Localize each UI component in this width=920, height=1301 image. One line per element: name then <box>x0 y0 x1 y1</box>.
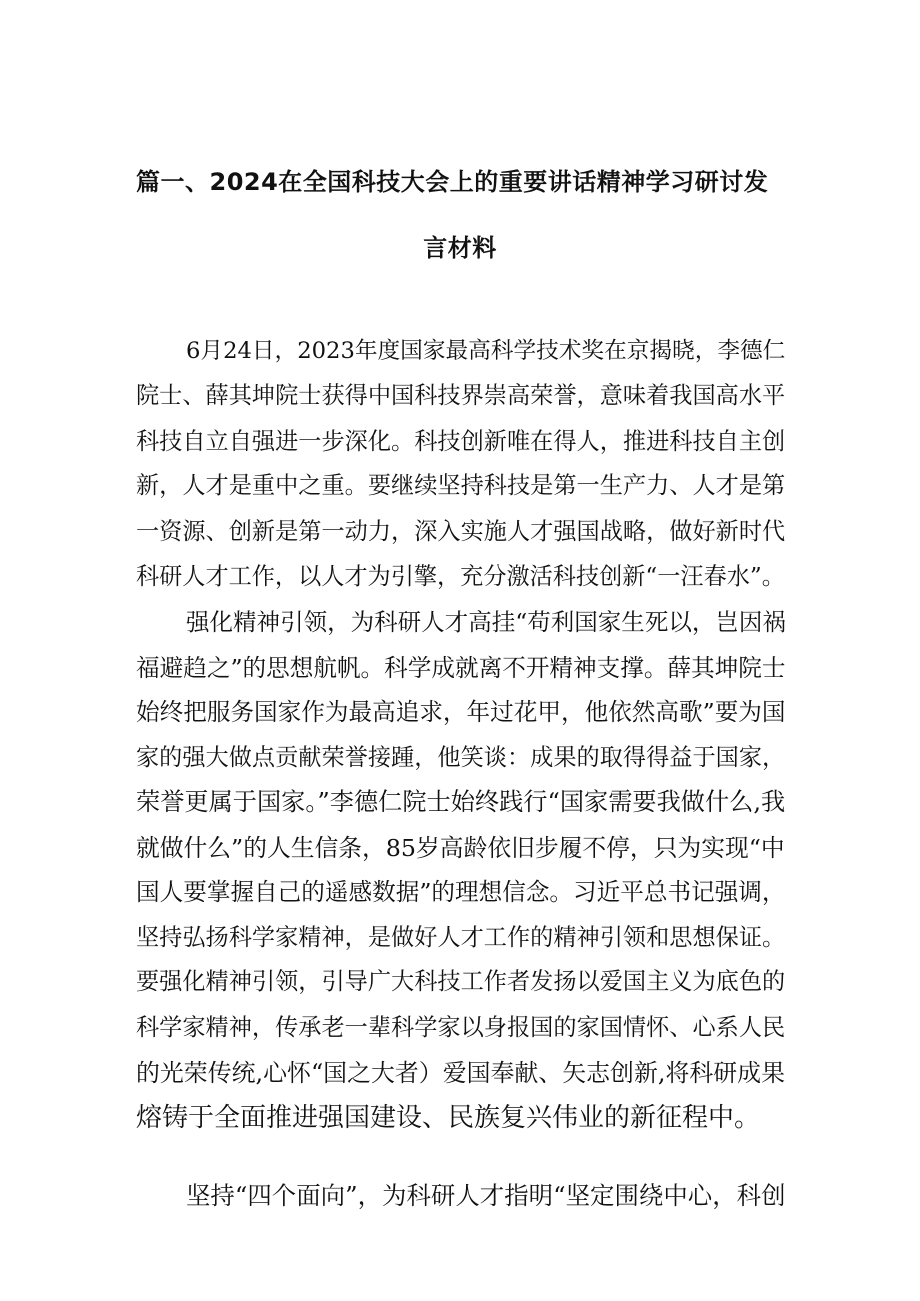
paragraph-1-line-1: 6月24日，2023年度国家最高科学技术奖在京揭晓，李德仁 <box>186 338 786 364</box>
paragraph-2-line-2: 福避趋之”的思想航帆。科学成就离不开精神支撑。薛其坤院士 <box>136 654 786 682</box>
document-title-line-1: 篇一、2024在全国科技大会上的重要讲话精神学习研讨发 <box>136 168 769 196</box>
document-title-line-2: 言材料 <box>423 234 497 262</box>
paragraph-2-line-12: 熔铸于全面推进强国建设、民族复兴伟业的新征程中。 <box>136 1103 761 1133</box>
paragraph-2-line-7: 国人要掌握自己的遥感数据”的理想信念。习近平总书记强调， <box>136 878 786 906</box>
paragraph-1-line-2: 院士、薛其坤院士获得中国科技界崇高荣誉，意味着我国高水平 <box>136 382 786 409</box>
paragraph-3-line-1: 坚持“四个面向”，为科研人才指明“坚定围绕中心，科创 <box>186 1181 786 1210</box>
paragraph-1-line-3: 科技自立自强进一步深化。科技创新唯在得人，推进科技自主创 <box>136 428 786 455</box>
paragraph-2-line-8: 坚持弘扬科学家精神，是做好人才工作的精神引领和思想保证。 <box>136 924 786 951</box>
paragraph-2-line-4: 家的强大做点贡献荣誉接踵，他笑谈：成果的取得得益于国家， <box>136 744 786 771</box>
paragraph-2-line-3: 始终把服务国家作为最高追求，年过花甲，他依然高歌”要为国 <box>136 698 786 726</box>
paragraph-2-line-5: 荣誉更属于国家。”李德仁院士始终践行“国家需要我做什么,我 <box>136 788 786 816</box>
paragraph-1-line-5: 一资源、创新是第一动力，深入实施人才强国战略，做好新时代 <box>136 518 786 545</box>
paragraph-2-line-10: 科学家精神，传承老一辈科学家以身报国的家国情怀、心系人民 <box>136 1014 786 1041</box>
paragraph-2-line-6: 就做什么”的人生信条，85岁高龄依旧步履不停，只为实现“中 <box>136 834 785 862</box>
paragraph-1-line-6: 科研人才工作，以人才为引擎，充分激活科技创新“一汪春水”。 <box>136 564 785 590</box>
paragraph-2-line-1: 强化精神引领，为科研人才高挂“苟利国家生死以，岂因祸 <box>186 608 786 636</box>
paragraph-2-line-11: 的光荣传统,心怀“国之大者）爱国奉献、矢志创新,将科研成果 <box>136 1059 785 1087</box>
paragraph-2-line-9: 要强化精神引领，引导广大科技工作者发扬以爱国主义为底色的 <box>136 968 786 995</box>
paragraph-1-line-4: 新，人才是重中之重。要继续坚持科技是第一生产力、人才是第 <box>136 472 786 499</box>
